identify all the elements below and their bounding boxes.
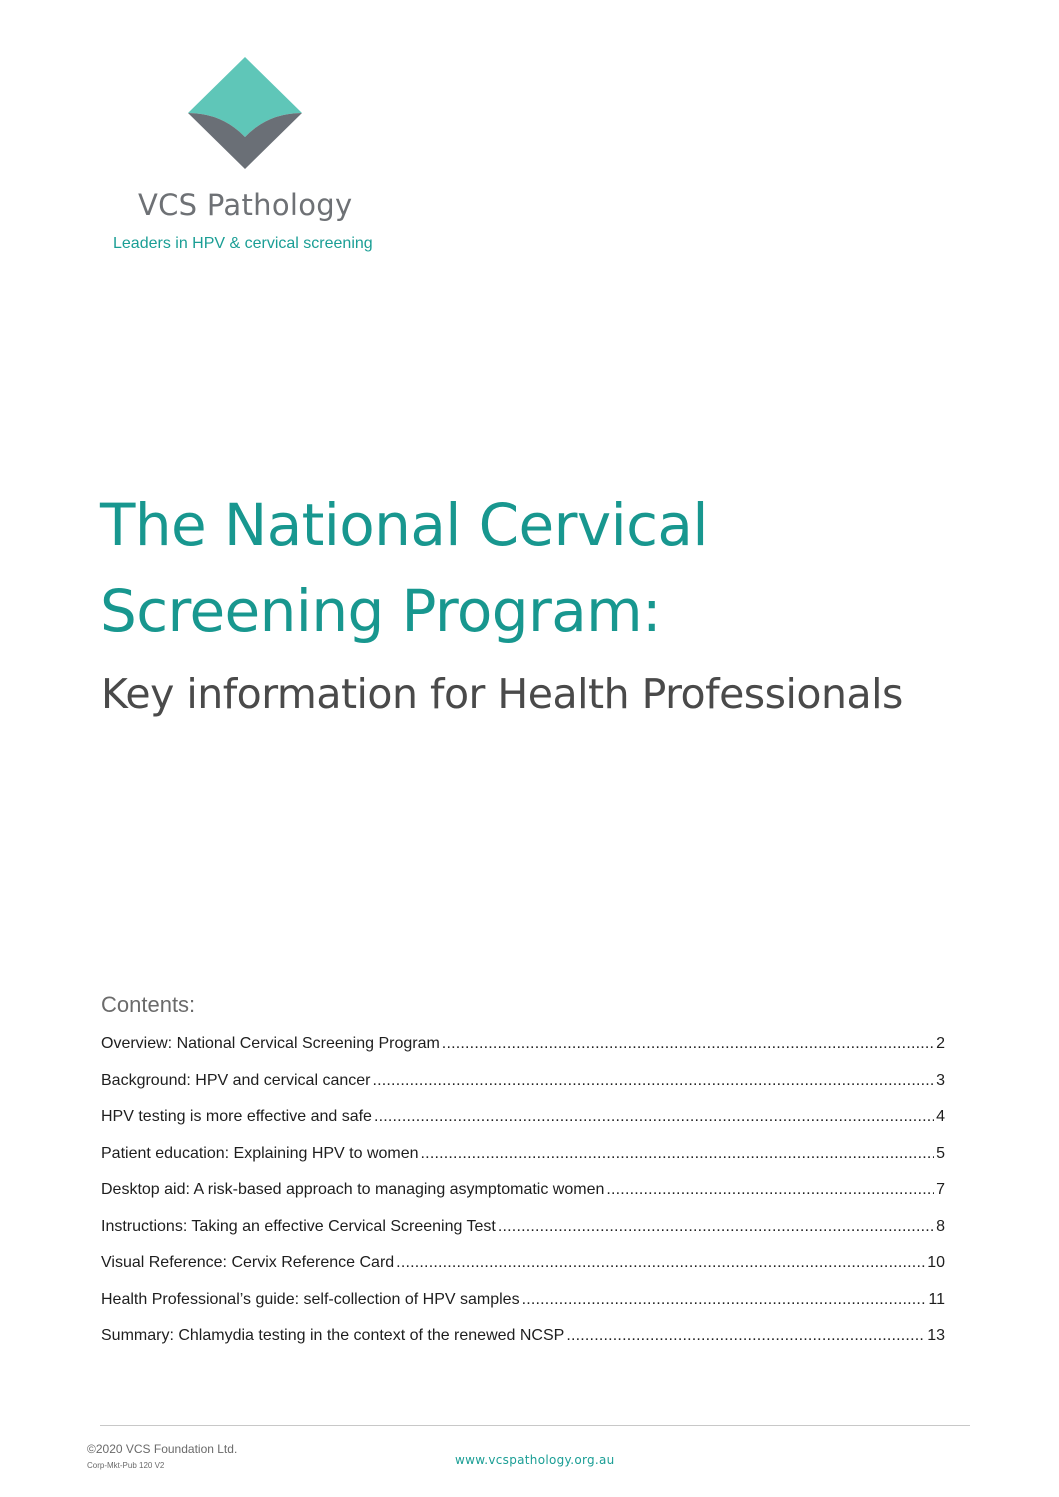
- toc-leader: [442, 1035, 934, 1053]
- toc-item-hpv-testing[interactable]: [101, 1108, 945, 1145]
- toc-item-label: HPV testing is more effective and safe: [101, 1108, 372, 1125]
- toc-item-page: 8: [936, 1217, 945, 1235]
- toc-item-label: Health Professional’s guide: self-collection of HPV samples: [101, 1290, 520, 1308]
- toc-item-page: 13: [927, 1327, 945, 1344]
- toc-item-instructions[interactable]: [101, 1218, 945, 1255]
- page-title: [100, 482, 708, 654]
- contents-heading: Contents:: [101, 992, 196, 1017]
- toc-item-desktop-aid[interactable]: [101, 1181, 945, 1218]
- toc-item-label: Desktop aid: A risk-based approach to managing asymptomatic women: [101, 1181, 605, 1198]
- toc-item-background[interactable]: [101, 1072, 945, 1109]
- toc-item-label: Visual Reference: Cervix Reference Card: [101, 1254, 395, 1271]
- toc-leader: [566, 1327, 925, 1345]
- toc-leader: [606, 1181, 934, 1199]
- footer-website-link[interactable]: www.vcspathology.org.au: [455, 1453, 615, 1467]
- brand-tagline: Leaders in HPV & cervical screening: [113, 235, 373, 252]
- toc-item-page: 10: [927, 1254, 945, 1271]
- toc-item-page: 5: [936, 1144, 945, 1162]
- footer-doc-code: Corp-Mkt-Pub 120 V2: [87, 1461, 165, 1470]
- toc-item-label: Overview: National Cervical Screening Program: [101, 1035, 440, 1052]
- toc-item-page: 7: [936, 1181, 945, 1198]
- toc-item-visual-reference[interactable]: [101, 1254, 945, 1291]
- toc-leader: [396, 1254, 925, 1272]
- toc-item-label: Background: HPV and cervical cancer: [101, 1071, 371, 1089]
- vcs-logo-icon: [188, 57, 302, 169]
- toc-item-page: 3: [936, 1071, 945, 1089]
- brand-name: VCS Pathology: [138, 188, 353, 222]
- toc-leader: [522, 1291, 927, 1309]
- toc-item-label: Summary: Chlamydia testing in the context of the renewed NCSP: [101, 1327, 565, 1344]
- footer-copyright: ©2020 VCS Foundation Ltd.: [87, 1442, 238, 1456]
- toc-item-overview[interactable]: [101, 1035, 945, 1072]
- toc-item-self-collection[interactable]: [101, 1291, 945, 1328]
- footer-divider: [100, 1425, 970, 1426]
- toc-item-chlamydia[interactable]: [101, 1327, 945, 1364]
- page-title-line-1: The National Cervical: [100, 491, 708, 559]
- toc-item-page: 4: [936, 1108, 945, 1125]
- toc-leader: [498, 1218, 934, 1236]
- toc-item-label: Instructions: Taking an effective Cervical Screening Test: [101, 1217, 496, 1235]
- toc-item-page: 2: [936, 1035, 945, 1052]
- table-of-contents: [101, 1035, 945, 1364]
- toc-leader: [372, 1072, 934, 1090]
- toc-leader: [374, 1108, 934, 1126]
- page-title-line-2: Screening Program:: [100, 577, 661, 645]
- toc-leader: [421, 1145, 935, 1163]
- page-subtitle: Key information for Health Professionals: [101, 670, 903, 718]
- toc-item-page: 11: [928, 1290, 945, 1308]
- toc-item-label: Patient education: Explaining HPV to women: [101, 1144, 419, 1162]
- toc-item-patient-education[interactable]: [101, 1145, 945, 1182]
